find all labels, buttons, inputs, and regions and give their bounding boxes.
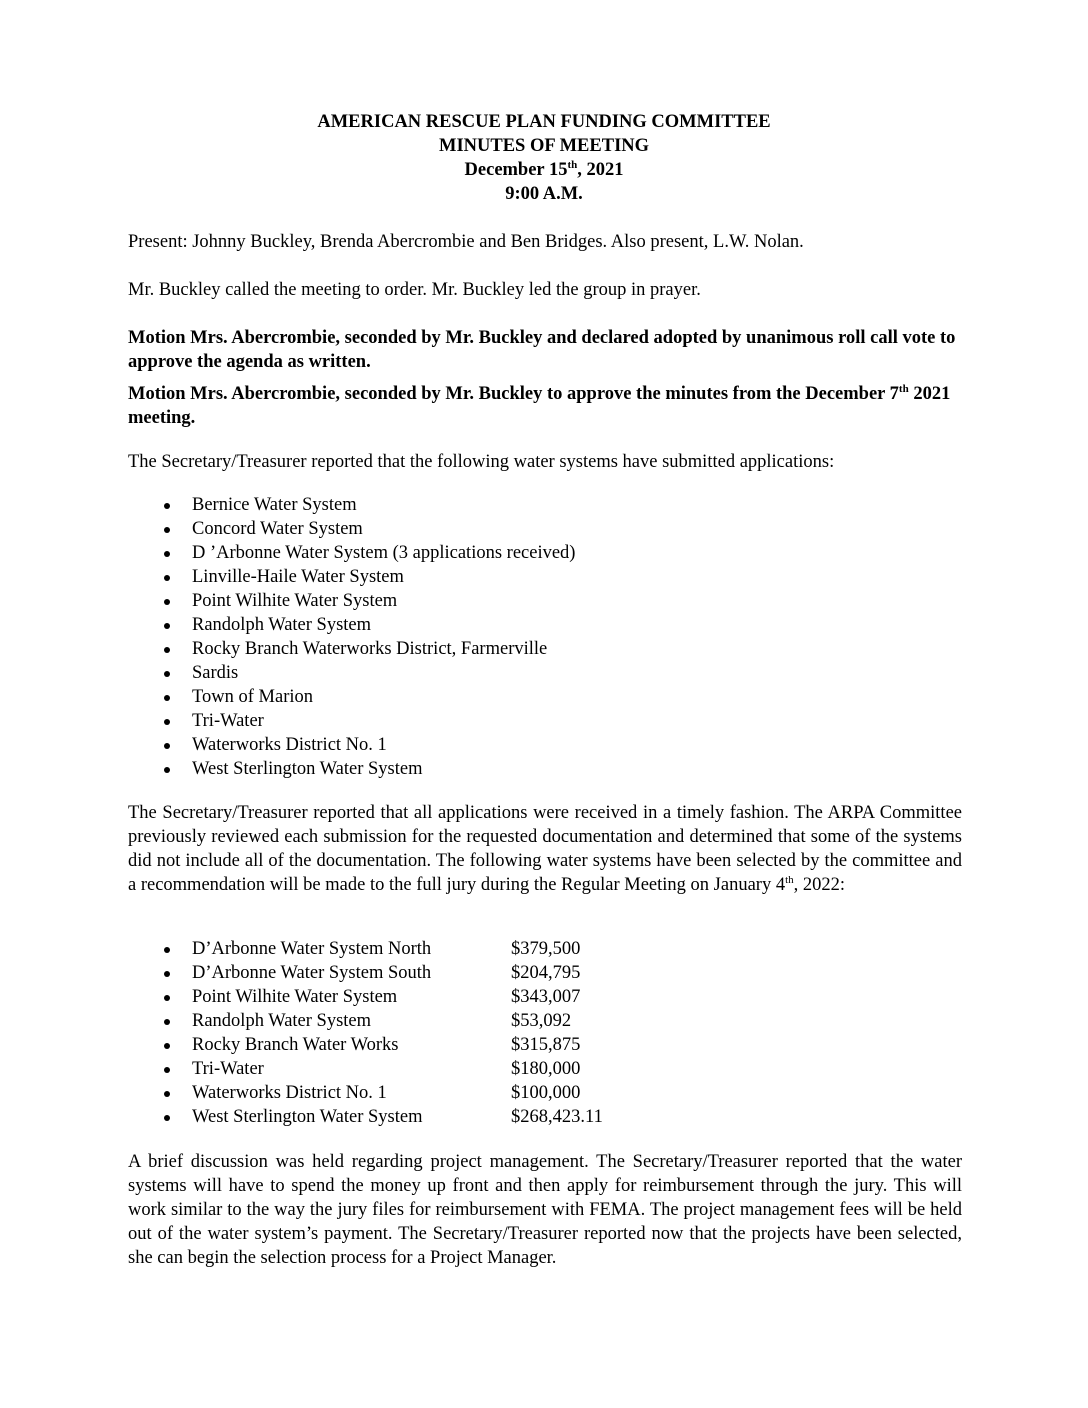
list-item: Linville-Haile Water System [128,565,575,589]
selected-systems-list [128,937,603,1129]
funding-amount: $204,795 [511,963,581,983]
list-item: Randolph Water System [128,613,575,637]
list-item [128,1009,572,1033]
list-item [128,1105,603,1129]
list-item [128,1057,581,1081]
list-item [128,985,581,1009]
list-item: Bernice Water System [128,493,575,517]
funding-amount: $315,875 [511,1035,581,1055]
meeting-date-sup: th [567,158,578,171]
list-item: Rocky Branch Waterworks District, Farmerville [128,637,575,661]
document-title: AMERICAN RESCUE PLAN FUNDING COMMITTEE [317,112,771,132]
motion-agenda-paragraph: Motion Mrs. Abercrombie, seconded by Mr. Buckley and declared adopted by unanimous roll call vote to approve the agenda as written. [128,328,956,372]
list-item [128,1033,581,1057]
selection-report-text: The Secretary/Treasurer reported that all applications were received in a timely fashion. The ARPA Committee previously reviewed each submission for the requested documentation and determined that some of the systems did not include all of the documentation. The following water systems have been selected by the committee and a recommendation will be made to the full jury during the Regular Meeting on January 4 [128,803,962,895]
list-item [128,1081,581,1105]
list-item: West Sterlington Water System [128,757,575,781]
document-subtitle: MINUTES OF MEETING [438,136,650,156]
list-item: Point Wilhite Water System [128,589,575,613]
call-to-order-paragraph: Mr. Buckley called the meeting to order. Mr. Buckley led the group in prayer. [128,280,701,300]
list-item [128,937,581,961]
funding-amount: $343,007 [511,987,581,1007]
applications-intro-paragraph: The Secretary/Treasurer reported that the following water systems have submitted applications: [128,452,835,472]
system-name: Randolph Water System [192,1011,372,1031]
motion-minutes-sup: th [898,382,909,395]
list-item [128,961,581,985]
system-name: D’Arbonne Water System North [192,939,432,959]
funding-amount: $180,000 [511,1059,581,1079]
motion-minutes-text: Motion Mrs. Abercrombie, seconded by Mr. Buckley to approve the minutes from the December 7 [128,384,899,404]
list-item: Concord Water System [128,517,575,541]
selection-report-sup: th [785,873,794,886]
meeting-time: 9:00 A.M. [505,184,583,204]
funding-amount: $100,000 [511,1083,581,1103]
system-name: Rocky Branch Water Works [192,1035,399,1055]
meeting-date-prefix: December 15 [464,160,568,180]
meeting-date [0,158,1088,182]
selection-report-paragraph [128,801,962,897]
list-item: Tri-Water [128,709,575,733]
list-item: Waterworks District No. 1 [128,733,575,757]
attendance-paragraph: Present: Johnny Buckley, Brenda Abercrombie and Ben Bridges. Also present, L.W. Nolan. [128,232,804,252]
system-name: D’Arbonne Water System South [192,963,432,983]
funding-amount: $53,092 [511,1011,572,1031]
motion-minutes-paragraph [128,382,962,430]
selection-report-tail: , 2022: [793,875,846,895]
system-name: West Sterlington Water System [192,1107,423,1127]
applications-list [128,493,575,781]
system-name: Point Wilhite Water System [192,987,398,1007]
project-management-paragraph: A brief discussion was held regarding project management. The Secretary/Treasurer reported that the water systems will have to spend the money up front and then apply for reimbursement through the jury. This will work similar to the way the jury files for reimbursement with FEMA. The project management fees will be held out of the water system’s payment. The Secretary/Treasurer reported now that the projects have been selected, she can begin the selection process for a Project Manager. [128,1152,962,1268]
list-item: Town of Marion [128,685,575,709]
list-item: Sardis [128,661,575,685]
meeting-date-suffix: , 2021 [577,160,624,180]
system-name: Tri-Water [192,1059,264,1079]
list-item: D ’Arbonne Water System (3 applications received) [128,541,575,565]
funding-amount: $268,423.11 [511,1107,603,1127]
funding-amount: $379,500 [511,939,581,959]
system-name: Waterworks District No. 1 [192,1083,387,1103]
motion-minutes-tail: 2021 meeting. [128,384,951,428]
